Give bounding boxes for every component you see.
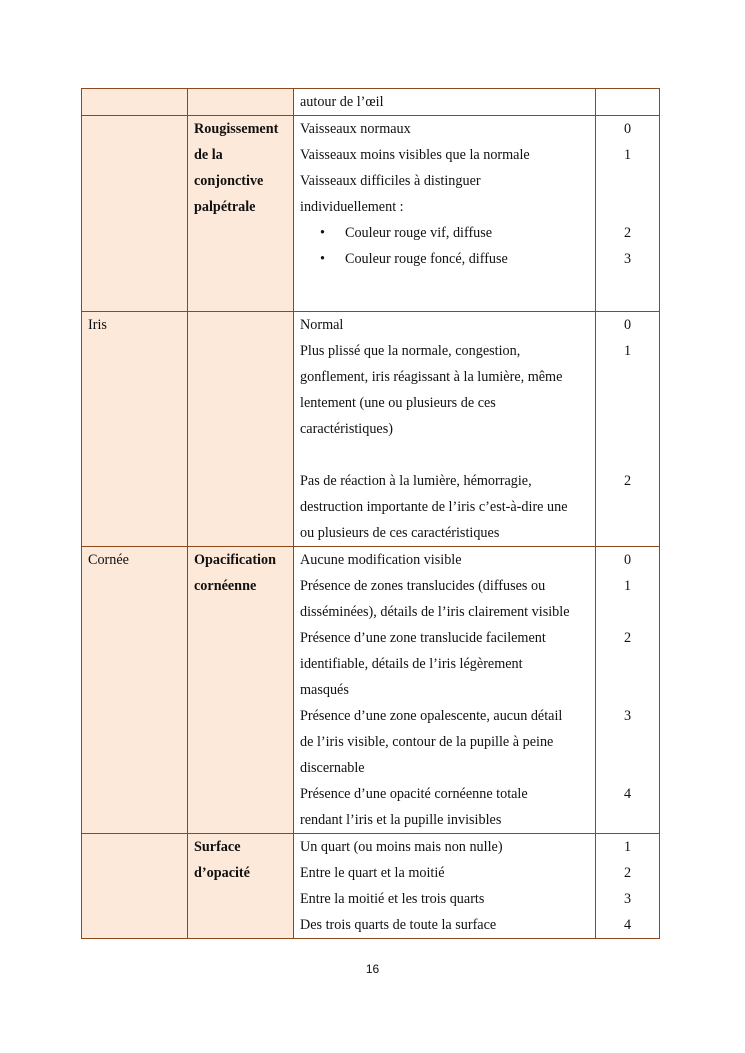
score-cell: 0 1 2 xyxy=(596,312,660,547)
criterion-cell: Opacification cornéenne xyxy=(188,547,294,834)
page-number: 16 xyxy=(365,962,380,976)
score-cell xyxy=(596,89,660,116)
score-cell: 1 2 3 4 xyxy=(596,834,660,939)
table-row xyxy=(82,116,660,312)
region-cell: Iris xyxy=(82,312,188,547)
region-cell xyxy=(82,89,188,116)
table-row xyxy=(82,834,660,939)
table-row xyxy=(82,89,660,116)
region-cell xyxy=(82,116,188,312)
criterion-cell xyxy=(188,89,294,116)
score-cell: 0 1 2 3 xyxy=(596,116,660,312)
region-cell: Cornée xyxy=(82,547,188,834)
table-row xyxy=(82,312,660,547)
description-cell: Aucune modification visible Présence de zones translucides (diffuses ou disséminées), détails de l’iris clairement visible Présence d’une zone translucide facilement identifiable, détails de l’iris légèrement masqués Présence d’une zone opalescente, aucun détail de l’iris visible, contour de la pupille à peine discernable Présence d’une opacité cornéenne totale rendant l’iris et la pupille invisibles xyxy=(294,547,596,834)
table-row xyxy=(82,547,660,834)
description-cell: Normal Plus plissé que la normale, congestion, gonflement, iris réagissant à la lumière, même lentement (une ou plusieurs de ces caractéristiques) Pas de réaction à la lumière, hémorragie, destruction importante de l’iris c’est-à-dire une ou plusieurs de ces caractéristiques xyxy=(294,312,596,547)
region-cell xyxy=(82,834,188,939)
description-cell: Vaisseaux normaux Vaisseaux moins visibles que la normale Vaisseaux difficiles à distinguer individuellement : • Couleur rouge vif, diffuse • Couleur rouge foncé, diffuse xyxy=(294,116,596,312)
description-cell: Un quart (ou moins mais non nulle) Entre le quart et la moitié Entre la moitié et les trois quarts Des trois quarts de toute la surface xyxy=(294,834,596,939)
list-item: • Couleur rouge foncé, diffuse xyxy=(300,246,589,272)
scoring-table xyxy=(81,88,660,939)
criterion-cell xyxy=(188,312,294,547)
list-item: • Couleur rouge vif, diffuse xyxy=(300,220,589,246)
criterion-cell: Surface d’opacité xyxy=(188,834,294,939)
description-cell: autour de l’œil xyxy=(294,89,596,116)
score-cell: 0 1 2 3 4 xyxy=(596,547,660,834)
criterion-cell: Rougissement de la conjonctive palpétrale xyxy=(188,116,294,312)
